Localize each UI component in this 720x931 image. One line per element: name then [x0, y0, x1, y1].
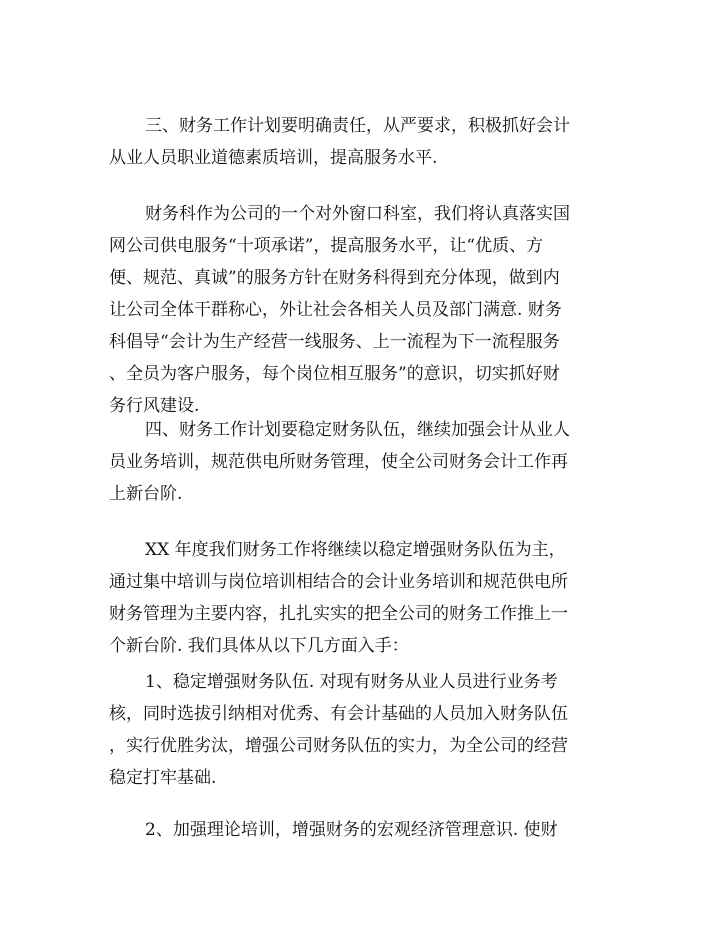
paragraph-line: 四、财务工作计划要稳定财务队伍，继续加强会计从业人 [145, 420, 570, 440]
paragraph-item-two [109, 814, 619, 846]
paragraph-service-commitment [109, 198, 619, 422]
paragraph-item-one [109, 666, 619, 794]
paragraph-line: 三、财务工作计划要明确责任，从严要求，积极抓好会计 [145, 116, 570, 136]
paragraph-line: 便、规范、真诚”的服务方针在财务科得到充分体现，做到内 [109, 268, 560, 288]
paragraph-line: 个新台阶. 我们具体从以下几方面入手： [109, 636, 409, 656]
paragraph-line: 1、稳定增强财务队伍. 对现有财务从业人员进行业务考 [145, 672, 558, 692]
paragraph-line: 核，同时选拔引纳相对优秀、有会计基础的人员加入财务队伍 [109, 704, 568, 724]
paragraph-line: 上新台阶. [109, 484, 183, 504]
paragraph-section-four [109, 414, 619, 510]
paragraph-line: 财务管理为主要内容，扎扎实实的把全公司的财务工作推上一 [109, 604, 568, 624]
paragraph-line: 从业人员职业道德素质培训，提高服务水平. [109, 148, 438, 168]
paragraph-line: ，实行优胜劣汰，增强公司财务队伍的实力，为全公司的经营 [109, 736, 568, 756]
paragraph-line: 财务科作为公司的一个对外窗口科室，我们将认真落实国 [145, 204, 570, 224]
paragraph-line: 员业务培训，规范供电所财务管理，使全公司财务会计工作再 [109, 452, 568, 472]
paragraph-line: 、全员为客户服务，每个岗位相互服务”的意识，切实抓好财 [109, 364, 560, 384]
paragraph-line: 科倡导“会计为生产经营一线服务、上一流程为下一流程服务 [109, 332, 560, 352]
paragraph-line: XX 年度我们财务工作将继续以稳定增强财务队伍为主， [145, 540, 566, 560]
paragraph-section-three [109, 110, 619, 174]
paragraph-line: 稳定打牢基础. [109, 768, 217, 788]
paragraph-line: 2、加强理论培训，增强财务的宏观经济管理意识. 使财 [145, 820, 558, 840]
paragraph-annual-plan [109, 534, 619, 662]
paragraph-line: 网公司供电服务“十项承诺”，提高服务水平，让“优质、方 [109, 236, 544, 256]
paragraph-line: 让公司全体干群称心，外让社会各相关人员及部门满意. 财务 [109, 300, 562, 320]
paragraph-line: 务行风建设. [109, 396, 200, 416]
paragraph-line: 通过集中培训与岗位培训相结合的会计业务培训和规范供电所 [109, 572, 568, 592]
